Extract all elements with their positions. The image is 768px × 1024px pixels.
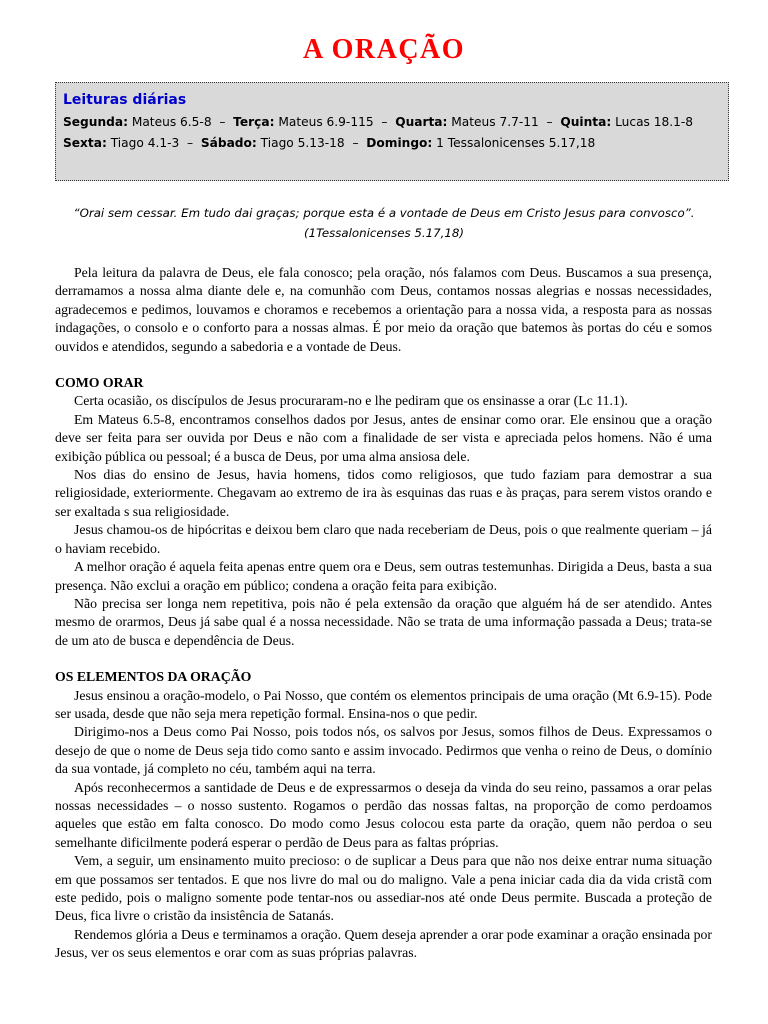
reading-day-thursday: Quinta: [560,115,612,129]
readings-line-2 [63,133,721,154]
reading-separator: – [381,115,388,129]
reading-ref-tuesday: Mateus 6.9-115 [278,115,374,129]
reading-separator: – [219,115,226,129]
paragraph: Jesus ensinou a oração-modelo, o Pai Nosso, que contém os elementos principais de uma oração (Mt 6.9-15). Pode ser usada, desde que não seja mera repetição formal. Ensina-nos o que pedir. [55,687,712,721]
reading-day-monday: Segunda: [63,115,128,129]
paragraph: Vem, a seguir, um ensinamento muito precioso: o de suplicar a Deus para que não nos deixe entrar numa situação em que possamos ser tentados. E que nos livre do mal ou do maligno. Vale a pena iniciar cada dia da vida cristã com este pedido, pois o maligno somente pode tentar-nos ou assediar-nos até onde Deus permite. Buscada a proteção de Deus, fica livre o cristão da insistência de Satanás. [55,853,712,924]
paragraph: Rendemos glória a Deus e terminamos a oração. Quem deseja aprender a orar pode examinar a oração ensinada por Jesus, ver os seus elementos e orar com as suas próprias palavras. [55,926,712,961]
key-verse-text: “Orai sem cessar. Em tudo dai graças; porque esta é a vontade de Deus em Cristo Jesus para convosco”. [73,206,695,220]
reading-day-friday: Sexta: [63,135,107,150]
key-verse [40,203,728,243]
paragraph: A melhor oração é aquela feita apenas entre quem ora e Deus, sem outras testemunhas. Dirigida a Deus, basta a sua presença. Não exclui a oração em público; condena a oração feita para exibição. [55,559,712,593]
reading-day-wednesday: Quarta: [395,115,448,129]
reading-separator: – [546,115,553,129]
reading-ref-sunday: 1 Tessalonicenses 5.17,18 [436,135,596,150]
reading-ref-saturday: Tiago 5.13-18 [260,135,345,150]
reading-day-tuesday: Terça: [233,115,275,129]
key-verse-reference: (1Tessalonicenses 5.17,18) [303,226,465,240]
reading-ref-friday: Tiago 4.1-3 [110,135,180,150]
paragraph: Não precisa ser longa nem repetitiva, pois não é pela extensão da oração que alguém há de ser atendido. Antes mesmo de orarmos, Deus já sabe qual é a nossa necessidade. Não se trata de uma informação passada a Deus; trata-se de um ato de busca e dependência de Deus. [55,595,712,648]
section-heading-elementos: OS ELEMENTOS DA ORAÇÃO [55,669,252,685]
reading-ref-monday: Mateus 6.5-8 [131,115,212,129]
paragraph: Em Mateus 6.5-8, encontramos conselhos dados por Jesus, antes de ensinar como orar. Ele ensinou que a oração deve ser feita para ser ouvida por Deus e não com a finalidade de ser vista e apreciada pelos homens. Não é uma exibição pública ou pessoal; é a busca de Deus, por uma alma ansiosa dele. [55,411,712,464]
paragraph: Após reconhecermos a santidade de Deus e de expressarmos o deseja da vinda do seu reino, passamos a orar pelas nossas necessidades – o nosso sustento. Rogamos o perdão das nossas faltas, na proporção de como perdoamos aqueles que estão em falta conosco. Do modo como Jesus colocou esta parte da oração, quem não perdoa o seu semelhante dificilmente poderá esperar o perdão de Deus para as faltas próprias. [55,779,712,850]
article-body [55,264,712,963]
paragraph: Dirigimo-nos a Deus como Pai Nosso, pois todos nós, os salvos por Jesus, somos filhos de Deus. Expressamos o desejo de que o nome de Deus seja tido como santo e assim invocado. Pedirmos que venha o reino de Deus, o domínio da sua vontade, já completo no céu, também aqui na terra. [55,724,712,777]
section-heading-como-orar: COMO ORAR [55,375,144,391]
paragraph: Certa ocasião, os discípulos de Jesus procuraram-no e lhe pediram que os ensinasse a orar (Lc 11.1). [74,393,628,409]
reading-day-saturday: Sábado: [200,135,257,150]
reading-separator: – [187,135,194,150]
reading-ref-thursday: Lucas 18.1-8 [615,115,694,129]
paragraph: Jesus chamou-os de hipócritas e deixou bem claro que nada receberiam de Deus, pois o que realmente queriam – já o haviam recebido. [55,522,712,556]
reading-ref-wednesday: Mateus 7.7-11 [451,115,539,129]
reading-separator: – [352,135,359,150]
readings-line-1 [63,112,721,133]
reading-day-sunday: Domingo: [366,135,433,150]
page-title: A ORAÇÃO [302,34,466,65]
paragraph: Nos dias do ensino de Jesus, havia homens, tidos como religiosos, que tudo faziam para demostrar a sua religiosidade, exteriormente. Chegavam ao extremo de ira às esquinas das ruas e às praças, para serem vistos orando e ser exaltada s sua religiosidade. [55,467,712,519]
intro-paragraph: Pela leitura da palavra de Deus, ele fala conosco; pela oração, nós falamos com Deus. Buscamos a sua presença, derramamos a nossa alma diante dele e, na comunhão com Deus, contamos nossas alegrias e nossas necessidades, agradecemos e pedimos, louvamos e choramos e recebemos a orientação para a nossa vida, a resposta para as nossas indagações, o consolo e o conforto para a nossas almas. É por meio da oração que batemos às portas do céu e somos ouvidos e atendidos, segundo a sabedoria e a vontade de Deus. [55,265,712,354]
daily-readings-heading: Leituras diárias [63,92,187,108]
daily-readings-box [55,82,729,181]
